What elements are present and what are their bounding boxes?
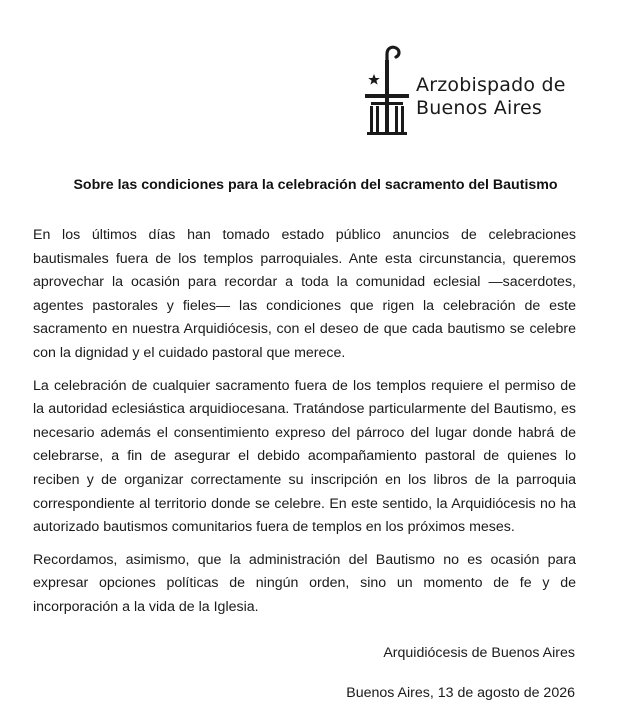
paragraph-3: Recordamos, asimismo, que la administración del Bautismo no es ocasión para expresar opciones políticas de ningún orden, sino un momento de fe y de incorporación a la vida de la Iglesia.	[33, 551, 576, 615]
paragraph-1: En los últimos días han tomado estado público anuncios de celebraciones bautismales fuera de los templos parroquiales. Ante esta circunstancia, queremos aprovechar la ocasión para recordar a toda la comunidad eclesial —sacerdotes, agentes pastorales y fieles— las condiciones que rigen la celebración de este sacramento en nuestra Arquidiócesis, con el deseo de que cada bautismo se celebre con la dignidad y el cuidado pastoral que merece.	[33, 227, 576, 361]
date-line: Buenos Aires, 13 de agosto de 2026	[346, 685, 575, 701]
organization-name-line2: Buenos Aires	[416, 97, 543, 119]
document-body	[33, 224, 576, 629]
organization-name	[416, 74, 566, 120]
signature: Arquidiócesis de Buenos Aires	[383, 645, 575, 661]
letterhead	[362, 44, 602, 140]
crozier-cross-logo-icon	[362, 44, 412, 138]
paragraph-2: La celebración de cualquier sacramento fuera de los templos requiere el permiso de la autoridad eclesiástica arquidiocesana. Tratándose particularmente del Bautismo, es necesario además el consentimiento expreso del párroco del lugar donde habrá de celebrarse, a fin de asegurar el debido acompañamiento pastoral de quienes lo reciben y de organizar correctamente su inscripción en los libros de la parroquia correspondiente al territorio donde se celebre. En este sentido, la Arquidiócesis no ha autorizado bautismos comunitarios fuera de templos en los próximos meses.	[33, 377, 576, 536]
document-title: Sobre las condiciones para la celebración del sacramento del Bautismo	[73, 177, 558, 193]
organization-name-line1: Arzobispado de	[416, 74, 566, 96]
